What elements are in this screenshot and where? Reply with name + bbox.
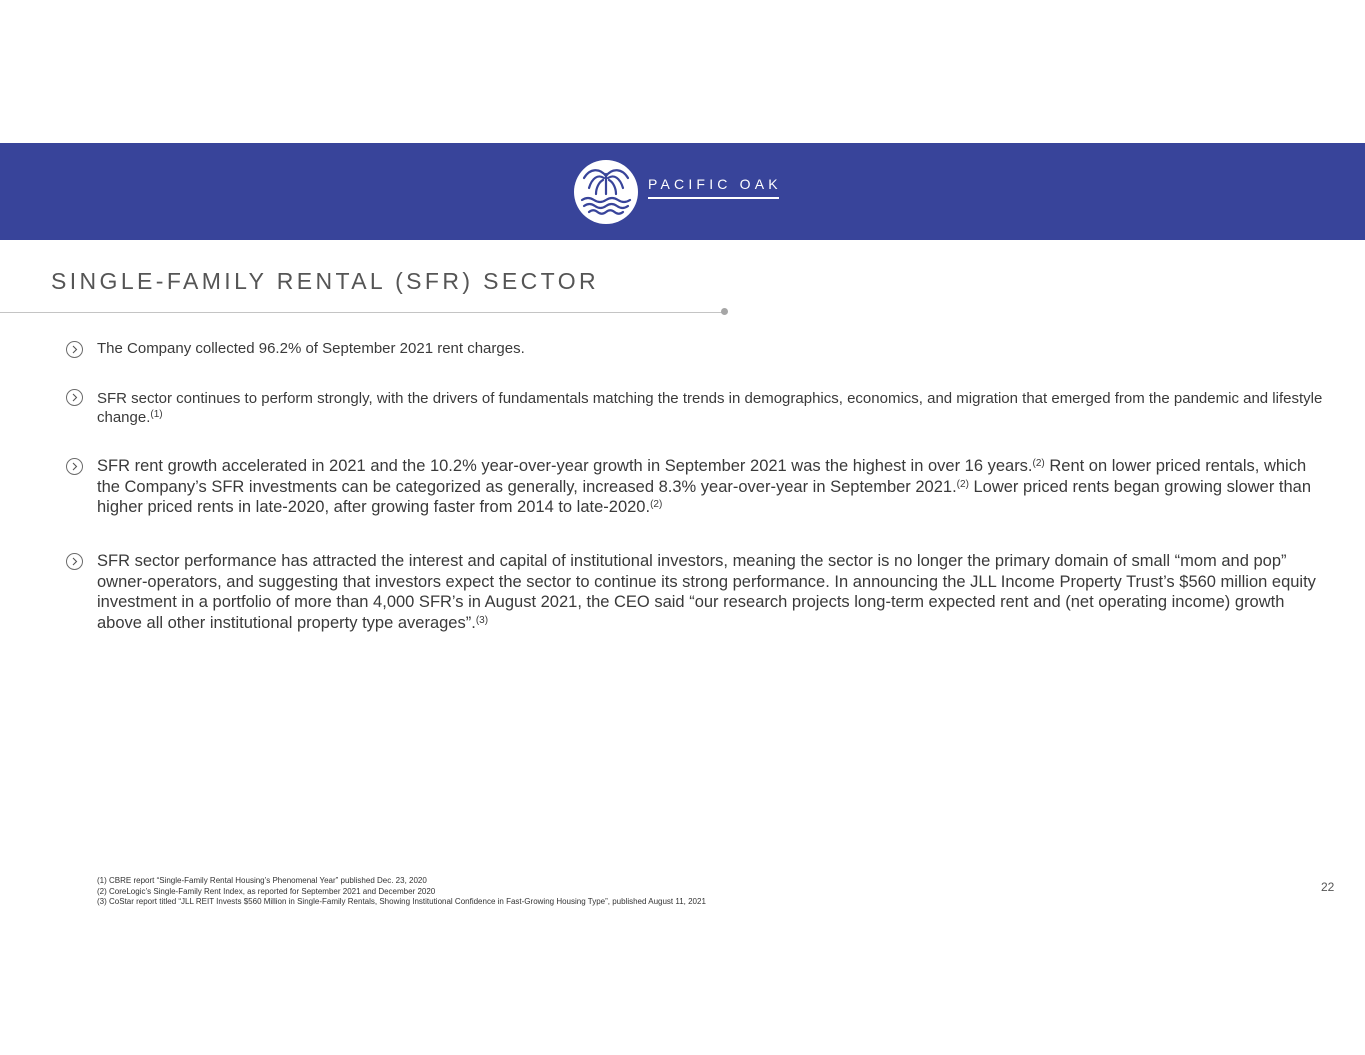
brand-underline bbox=[648, 197, 779, 199]
bullet-text: SFR sector performance has attracted the interest and capital of institutional investors, meaning the sector is no longer the primary domain of small “mom and pop” owner-operators, and suggesting that investors expect the sector to continue its strong performance. In announcing the JLL Income Property Trust’s $560 million equity investment in a portfolio of more than 4,000 SFR’s in August 2021, the CEO said “our research projects long-term expected rent and (net operating income) growth above all other institutional property type averages”.$^{(3)}$ bbox=[97, 552, 1316, 632]
footnote: (1) CBRE report “Single-Family Rental Housing’s Phenomenal Year” published Dec. 23, 2020 bbox=[97, 876, 427, 885]
footnote-ref: (1) bbox=[150, 409, 163, 420]
bullet-text: The Company collected 96.2% of September 2021 rent charges. bbox=[97, 340, 525, 357]
footnote: (2) CoreLogic’s Single-Family Rent Index, as reported for September 2021 and December 2020 bbox=[97, 886, 436, 896]
footnote-ref: (2) bbox=[1032, 458, 1045, 469]
bullet-text: SFR sector continues to perform strongly, with the drivers of fundamentals matching the trends in demographics, economics, and migration that emerged from the pandemic and lifestyle change.$^{(1)}$ bbox=[97, 390, 1323, 426]
palm-tree-logo-icon bbox=[574, 160, 638, 224]
chevron-right-circle-icon bbox=[66, 553, 83, 570]
chevron-right-circle-icon bbox=[66, 389, 83, 406]
footnote-ref: (3) bbox=[475, 614, 489, 626]
chevron-right-circle-icon bbox=[66, 341, 83, 358]
footnote: (3) CoStar report titled “JLL REIT Invests $560 Million in Single-Family Rentals, Showing Institutional Confidence in Fast-Growing Housing Type”, published August 11, 2021 bbox=[97, 897, 706, 906]
divider-dot bbox=[721, 308, 728, 315]
brand-name: PACIFIC OAK bbox=[648, 176, 782, 192]
bullet-text: SFR rent growth accelerated in 2021 and the 10.2% year-over-year growth in September 2021 was the highest in over 16 years.$^{(2)}$ Rent on lower priced rentals, which the Company’s SFR investments can be categorized as generally, increased 8.3% year-over-year in September 2021.$^{(2)}$ Lower priced rents began growing slower than higher priced rents in late-2020, after growing faster from 2014 to late-2020.$^{(2)}$ bbox=[97, 457, 1312, 516]
chevron-right-circle-icon bbox=[66, 458, 83, 475]
footnote-ref: (2) bbox=[650, 499, 663, 510]
title-divider bbox=[0, 312, 722, 313]
footnote-ref: (2) bbox=[956, 478, 969, 490]
page-title: SINGLE-FAMILY RENTAL (SFR) SECTOR bbox=[51, 268, 599, 294]
page-number: 22 bbox=[1321, 880, 1335, 894]
footnotes bbox=[97, 876, 706, 908]
